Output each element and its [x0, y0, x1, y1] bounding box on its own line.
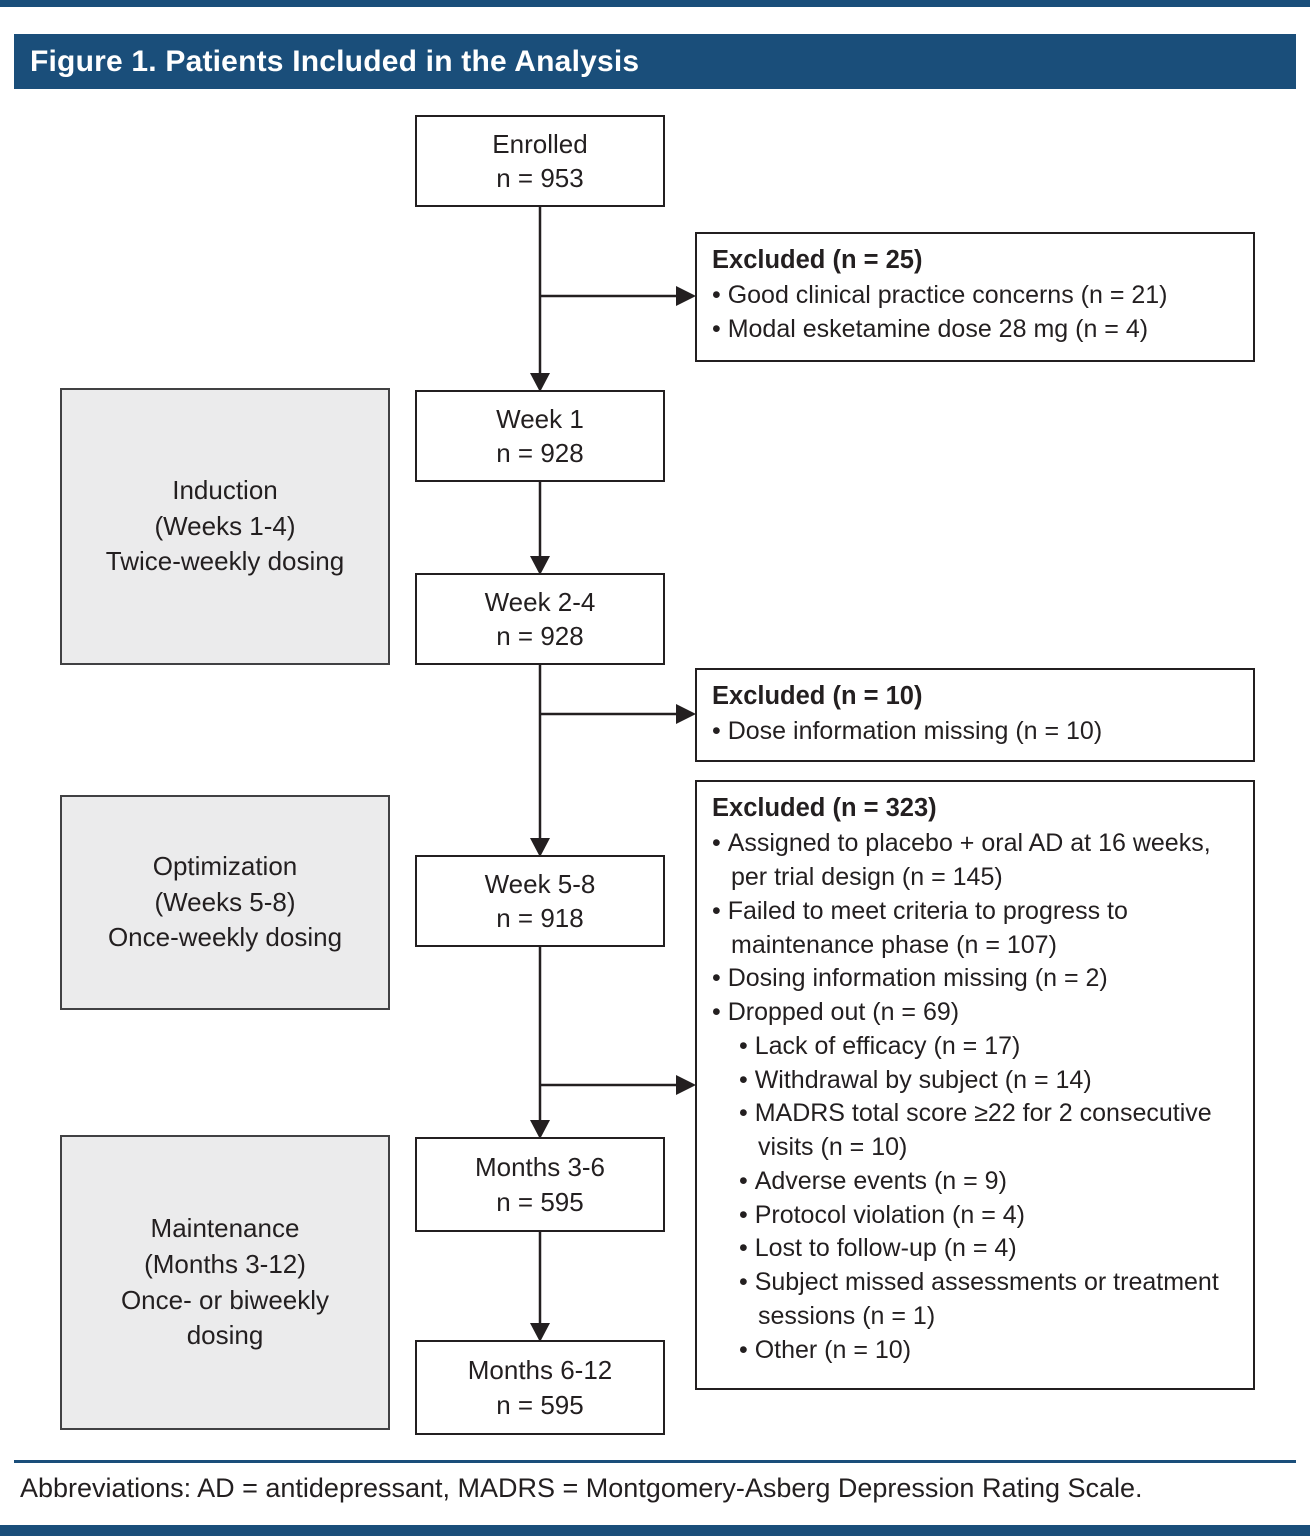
flow-box-months6-12 — [415, 1340, 665, 1435]
arrow-to-excluded-10 — [540, 704, 696, 724]
phase-line: Maintenance — [150, 1212, 300, 1243]
excluded-item: • Dose information missing (n = 10) — [712, 715, 1239, 749]
figure-title-bar — [14, 34, 1296, 89]
flow-box-n: n = 953 — [496, 163, 584, 193]
flow-box-n: n = 928 — [496, 438, 584, 468]
phase-box-maintenance — [60, 1135, 390, 1430]
excluded-title: Excluded (n = 10) — [712, 682, 923, 710]
excluded-box-induction — [695, 668, 1255, 762]
phase-line: Induction — [172, 474, 278, 505]
excluded-subitem: • Lost to follow-up (n = 4) — [739, 1232, 1239, 1266]
excluded-item: • Failed to meet criteria to progress to maintenance phase (n = 107) — [712, 895, 1239, 963]
excluded-list — [712, 279, 1239, 347]
excluded-item: • Modal esketamine dose 28 mg (n = 4) — [712, 313, 1239, 347]
excluded-title: Excluded (n = 25) — [712, 246, 923, 274]
flow-box-enrolled — [415, 115, 665, 207]
flow-box-label: Months 6-12 — [467, 1355, 613, 1386]
flow-box-months3-6 — [415, 1137, 665, 1232]
excluded-item: • Good clinical practice concerns (n = 21) — [712, 279, 1239, 313]
excluded-list — [712, 827, 1239, 1367]
phase-line: Twice-weekly dosing — [105, 546, 345, 577]
flow-box-label: Week 1 — [496, 403, 584, 434]
excluded-subitem: • Lack of efficacy (n = 17) — [739, 1030, 1239, 1064]
arrow-months3-6-to-months6-12 — [530, 1232, 550, 1342]
phase-line: Once- or biweekly — [120, 1284, 330, 1315]
flow-box-n: n = 595 — [496, 1389, 584, 1420]
excluded-list — [712, 715, 1239, 749]
phase-line: Optimization — [152, 850, 298, 881]
flow-box-n: n = 595 — [496, 1186, 584, 1217]
bottom-border-rule — [0, 1525, 1310, 1536]
phase-line: dosing — [186, 1320, 264, 1351]
excluded-item: • Dosing information missing (n = 2) — [712, 962, 1239, 996]
flow-box-label: Week 2-4 — [484, 586, 596, 617]
excluded-subitem: • Other (n = 10) — [739, 1334, 1239, 1368]
excluded-subitem: • MADRS total score ≥22 for 2 consecutive visits (n = 10) — [739, 1097, 1239, 1165]
flow-box-week5-8 — [415, 855, 665, 947]
flow-box-label: Week 5-8 — [484, 868, 596, 899]
arrow-enrolled-to-week1 — [530, 207, 550, 392]
excluded-subitem: • Adverse events (n = 9) — [739, 1165, 1239, 1199]
flow-box-week1 — [415, 390, 665, 482]
phase-line: (Months 3-12) — [144, 1248, 306, 1279]
excluded-item: • Dropped out (n = 69) — [712, 996, 1239, 1030]
excluded-subitem: • Subject missed assessments or treatment sessions (n = 1) — [739, 1266, 1239, 1334]
phase-line: (Weeks 5-8) — [154, 886, 296, 917]
arrow-week5-8-to-months3-6 — [530, 947, 550, 1139]
phase-line: (Weeks 1-4) — [154, 510, 296, 541]
flow-box-label: Months 3-6 — [474, 1152, 606, 1183]
phase-box-induction — [60, 388, 390, 665]
abbreviations-note: Abbreviations: AD = antidepressant, MADRS = Montgomery-Asberg Depression Rating Scale. — [20, 1473, 1143, 1503]
excluded-box-optimization — [695, 780, 1255, 1390]
excluded-box-screening — [695, 232, 1255, 362]
arrow-week2-4-to-week5-8 — [530, 665, 550, 857]
excluded-title: Excluded (n = 323) — [712, 794, 937, 822]
arrow-week1-to-week2-4 — [530, 482, 550, 575]
flow-box-label: Enrolled — [492, 128, 588, 159]
arrow-to-excluded-323 — [540, 1075, 696, 1095]
figure-title: Figure 1. Patients Included in the Analysis — [30, 44, 640, 78]
excluded-subitem: • Withdrawal by subject (n = 14) — [739, 1064, 1239, 1098]
flow-box-n: n = 928 — [496, 621, 584, 651]
top-border-rule — [0, 0, 1310, 7]
excluded-subitem: • Protocol violation (n = 4) — [739, 1199, 1239, 1233]
flow-box-n: n = 918 — [496, 903, 584, 933]
flow-box-week2-4 — [415, 573, 665, 665]
excluded-item: • Assigned to placebo + oral AD at 16 weeks, per trial design (n = 145) — [712, 827, 1239, 895]
arrow-to-excluded-25 — [540, 286, 696, 306]
phase-line: Once-weekly dosing — [107, 922, 343, 953]
phase-box-optimization — [60, 795, 390, 1010]
footer-divider-rule — [14, 1460, 1296, 1463]
